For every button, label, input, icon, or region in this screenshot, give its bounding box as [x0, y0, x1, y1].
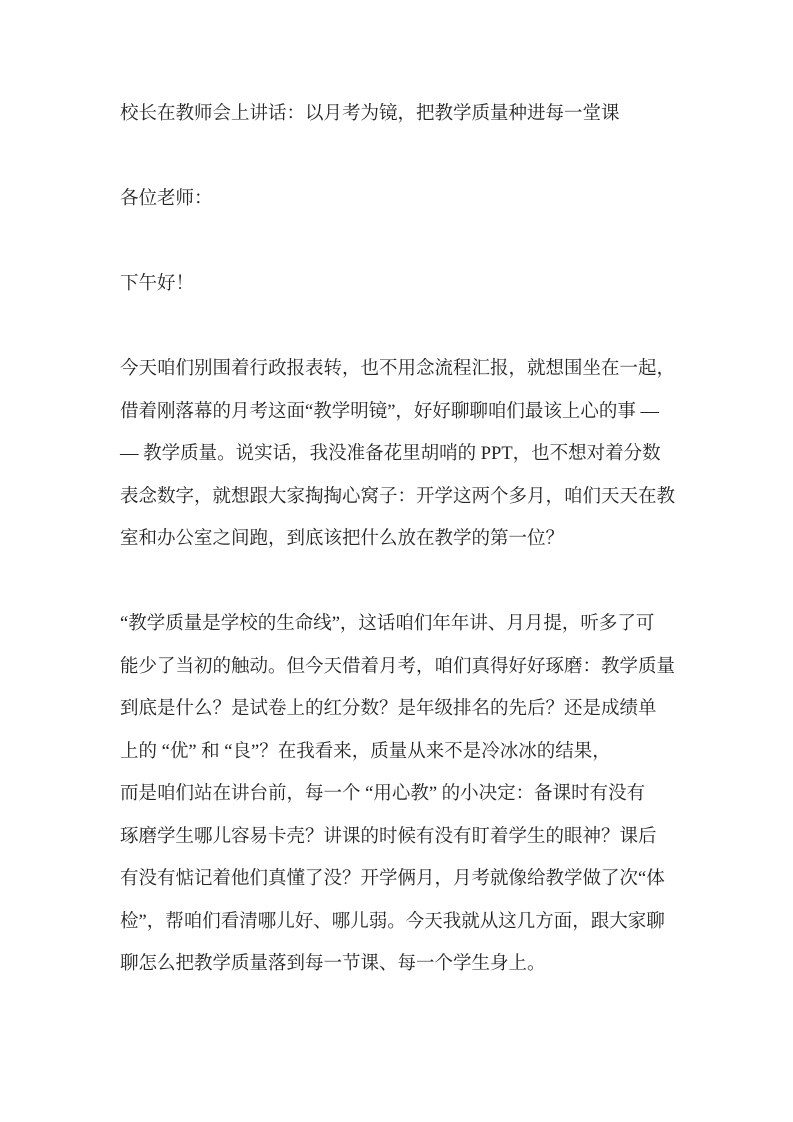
text-line: 借着刚落幕的月考这面“教学明镜”，好好聊聊咱们最该上心的事 — [120, 401, 660, 422]
text-line: 表念数字，就想跟大家掏掏心窝子：开学这两个多月，咱们天天在教 [120, 486, 676, 507]
text-line: 室和办公室之间跑，到底该把什么放在教学的第一位？ [120, 529, 565, 549]
text-line: 上的 “优” 和 “良”？在我看来，质量从来不是冷冰冰的结果， [120, 741, 611, 762]
paragraphs-container [120, 348, 675, 986]
text-line: 有没有惦记着他们真懂了没？开学俩月，月考就像给教学做了次“体 [120, 869, 665, 889]
paragraph [120, 348, 675, 561]
text-line: 到底是什么？是试卷上的红分数？是年级排名的先后？还是成绩单 [120, 699, 657, 719]
text-line: 琢磨学生哪儿容易卡壳？讲课的时候有没有盯着学生的眼神？课后 [120, 826, 657, 847]
text-line: 而是咱们站在讲台前，每一个 “用心教” 的小决定：备课时有没有 [120, 784, 646, 804]
text-line: 检”，帮咱们看清哪儿好、哪儿弱。今天我就从这几方面，跟大家聊 [120, 911, 665, 932]
document-title: 校长在教师会上讲话：以月考为镜，把教学质量种进每一堂课 [120, 104, 620, 124]
salutation-line: 各位老师： [120, 189, 213, 209]
greeting-line: 下午好！ [120, 274, 195, 294]
paragraph [120, 603, 675, 986]
text-line: “教学质量是学校的生命线”，这话咱们年年讲、月月提，听多了可 [120, 614, 655, 634]
text-line: 聊怎么把教学质量落到每一节课、每一个学生身上。 [120, 954, 546, 974]
text-line: 今天咱们别围着行政报表转，也不用念流程汇报，就想围坐在一起， [120, 359, 676, 379]
text-line: 能少了当初的触动。但今天借着月考，咱们真得好好琢磨：教学质量 [120, 656, 676, 677]
text-line: — 教学质量。说实话，我没准备花里胡哨的 PPT，也不想对着分数 [120, 444, 661, 464]
